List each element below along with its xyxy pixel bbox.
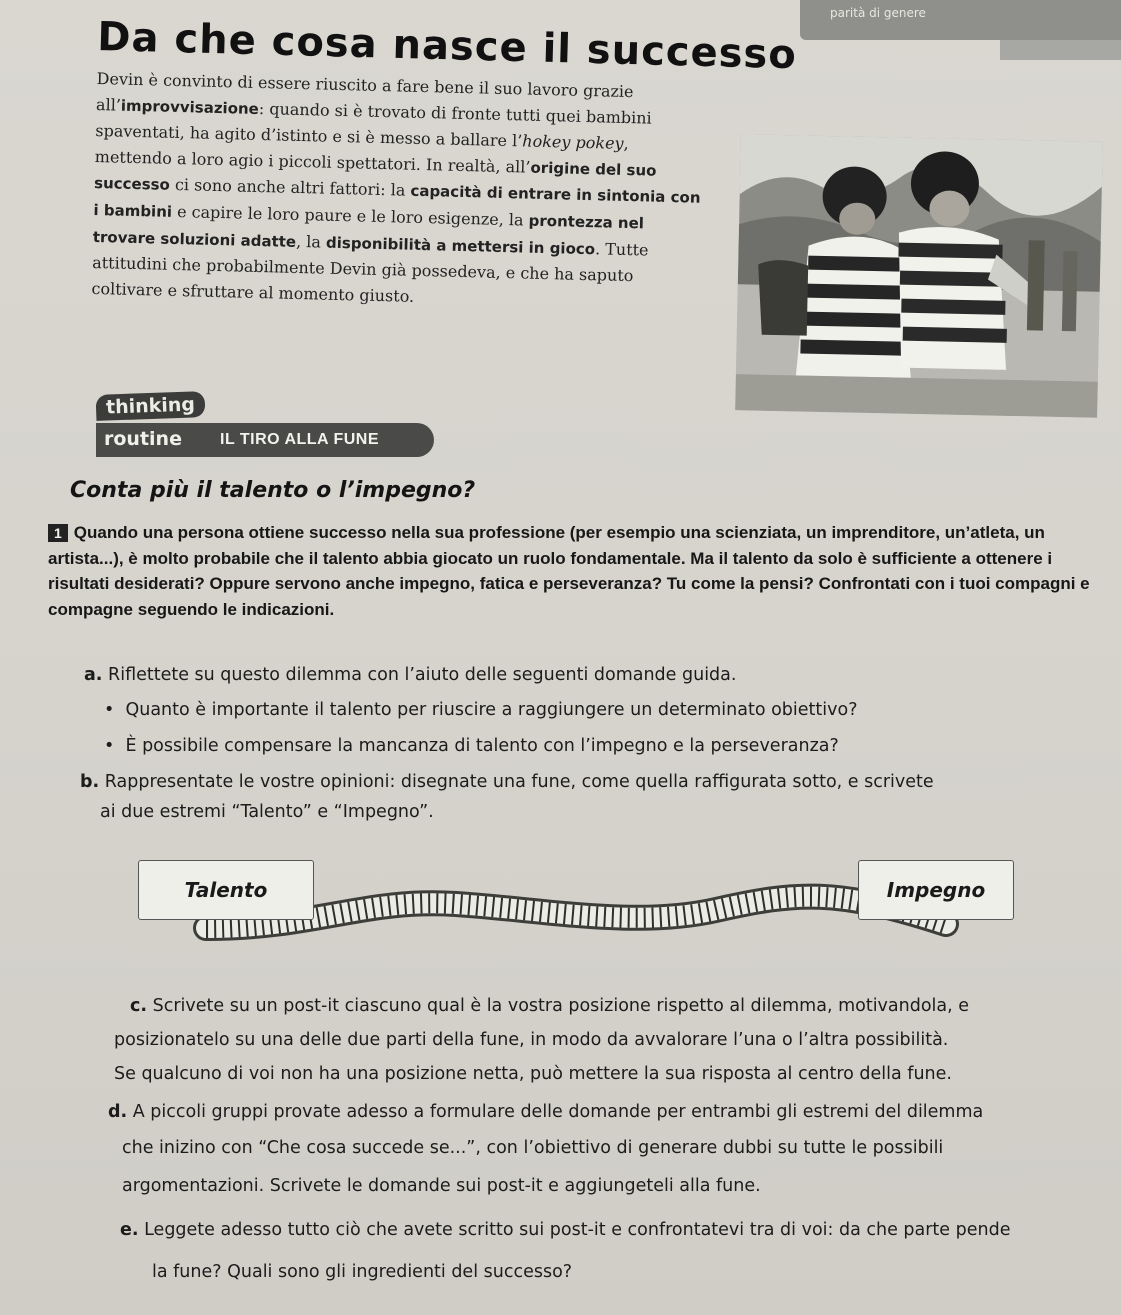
intro-text: e capire le loro paure e le loro esigenze, la [171, 201, 529, 230]
item-b [80, 772, 934, 792]
item-d-line2 [122, 1138, 943, 1158]
exercise-intro [48, 520, 1106, 622]
item-text: posizionatelo su una delle due parti della fune, in modo da avvalorare l’una o l’altra possibilità. [114, 1030, 949, 1050]
corner-tab [800, 0, 1121, 40]
bullet-text: Quanto è importante il talento per riuscire a raggiungere un determinato obiettivo? [125, 700, 858, 720]
intro-bold: improvvisazione [120, 96, 260, 118]
item-d [108, 1102, 983, 1122]
bullet-text: È possibile compensare la mancanza di talento con l’impegno e la perseveranza? [125, 736, 839, 756]
item-text: ai due estremi “Talento” e “Impegno”. [100, 802, 434, 822]
intro-text: , la [295, 231, 327, 252]
item-label: b. [80, 772, 100, 792]
postit-impegno: Impegno [858, 860, 1014, 920]
item-c-line2 [114, 1030, 948, 1050]
item-c [130, 996, 969, 1016]
corner-tab-lower [1000, 40, 1121, 60]
bullet-1: • Quanto è importante il talento per riuscire a raggiungere un determinato obiettivo? [104, 700, 858, 720]
photo-illustration [735, 134, 1103, 418]
badge-routine [96, 423, 434, 457]
page-title: Da che cosa nasce il successo [96, 14, 798, 79]
badge-routine-name: IL TIRO ALLA FUNE [220, 431, 380, 448]
intro-text: . Tutte attitudini che probabilmente Devin già possedeva, e che ha saputo coltivare e sfruttare al momento giusto. [91, 238, 649, 306]
postit-talento: Talento [138, 860, 314, 920]
item-c-line3 [114, 1064, 952, 1084]
item-text: Rappresentate le vostre opinioni: disegnate una fune, come quella raffigurata sotto, e scrivete [104, 772, 934, 792]
intro-paragraph [91, 66, 707, 316]
intro-text: , mettendo a loro agio i piccoli spettatori. In realtà, all’ [94, 134, 629, 177]
badge-routine-label: routine [104, 428, 182, 450]
item-label: a. [84, 665, 103, 685]
exercise-text: Quando una persona ottiene successo nella sua professione (per esempio una scienziata, un imprenditore, un’atleta, un artista...), è molto probabile che il talento abbia giocato un ruolo fondamentale. Ma il talento da solo è sufficiente a ottenere i risultati desiderati? Oppure servono anche impegno, fatica e perseveranza? Tu come la pensi? Confrontati con i tuoi compagni e compagne seguendo le indicazioni. [48, 523, 1090, 619]
intro-text: Devin è convinto di essere riuscito a fare bene il suo lavoro grazie all’ [95, 68, 634, 115]
item-text: A piccoli gruppi provate adesso a formulare delle domande per entrambi gli estremi del dilemma [132, 1102, 984, 1122]
bullet-2: • È possibile compensare la mancanza di talento con l’impegno e la perseveranza? [104, 736, 839, 756]
item-e-line2 [152, 1262, 572, 1282]
item-text: che inizino con “Che cosa succede se...”, con l’obiettivo di generare dubbi su tutte le possibili [122, 1138, 944, 1158]
section-question: Conta più il talento o l’impegno? [70, 478, 476, 503]
intro-bold: origine del suo successo [93, 158, 657, 195]
intro-text: ci sono anche altri fattori: la [169, 175, 411, 201]
item-text: argomentazioni. Scrivete le domande sui post-it e aggiungeteli alla fune. [122, 1176, 761, 1196]
exercise-number: 1 [48, 524, 68, 542]
item-e [120, 1220, 1010, 1240]
item-label: e. [120, 1220, 139, 1240]
item-d-line3 [122, 1176, 761, 1196]
item-text: la fune? Quali sono gli ingredienti del successo? [152, 1262, 573, 1282]
item-text: Leggete adesso tutto ciò che avete scritto sui post-it e confrontatevi tra di voi: da che parte pende [144, 1220, 1011, 1240]
photo-svg [735, 134, 1103, 418]
intro-italic: hokey pokey [522, 131, 624, 154]
intro-text: : quando si è trovato di fronte tutti quei bambini spaventati, ha agito d’istinto e si è messo a ballare l’ [95, 98, 652, 151]
intro-bold: prontezza nel trovare soluzioni adatte [92, 211, 645, 251]
intro-bold: disponibilità a mettersi in gioco [325, 233, 596, 258]
item-text: Se qualcuno di voi non ha una posizione netta, può mettere la sua risposta al centro della fune. [114, 1064, 952, 1084]
item-b-line2 [100, 802, 434, 822]
badge-thinking: thinking [96, 391, 206, 421]
item-text: Riflettete su questo dilemma con l’aiuto delle seguenti domande guida. [108, 665, 737, 685]
item-a [84, 665, 736, 685]
item-text: Scrivete su un post-it ciascuno qual è la vostra posizione rispetto al dilemma, motivandola, e [152, 996, 970, 1016]
item-label: c. [130, 996, 148, 1016]
corner-tab-label: parità di genere [830, 6, 926, 20]
item-label: d. [108, 1102, 128, 1122]
rope-illustration [136, 858, 1016, 948]
intro-bold: capacità di entrare in sintonia con i bambini [93, 182, 701, 221]
